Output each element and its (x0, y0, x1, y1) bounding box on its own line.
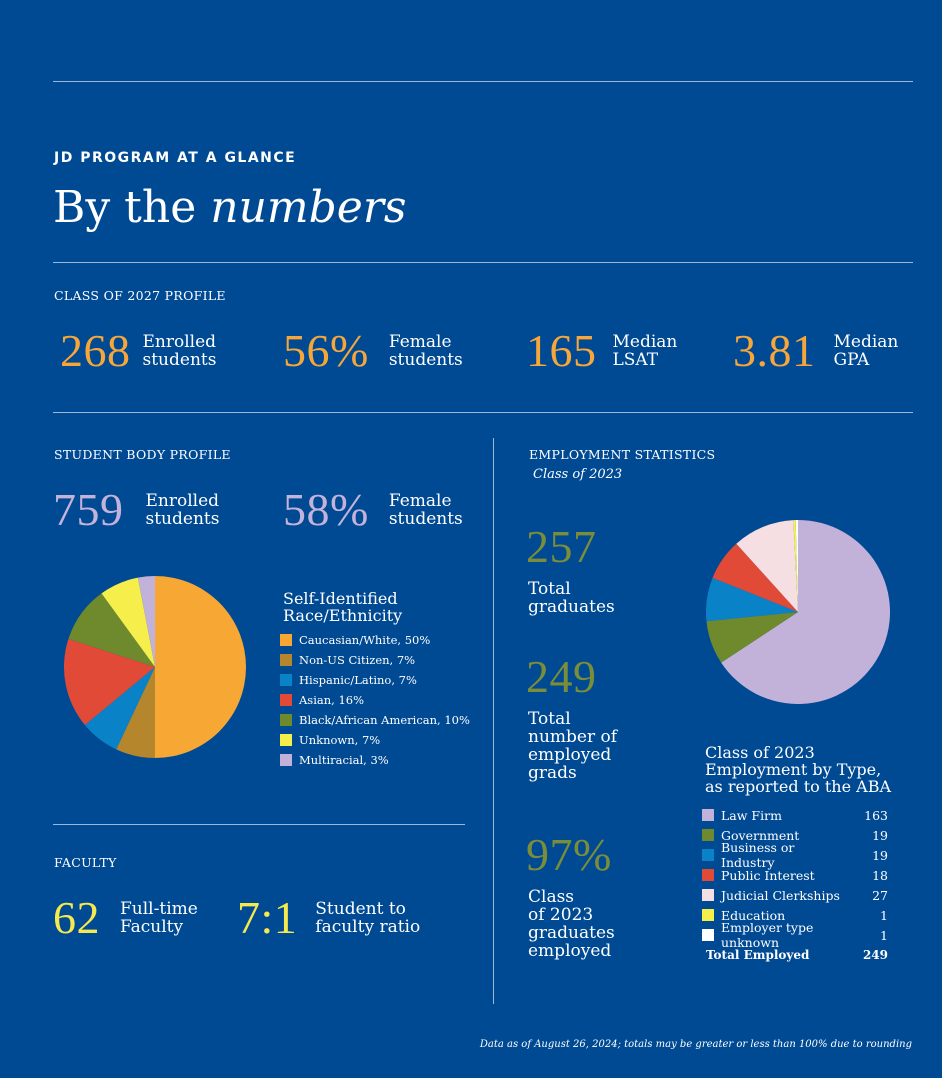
employment-type: Employer type unknown (721, 920, 814, 950)
stat-employed-grads (526, 651, 618, 783)
stat-value: 56% (283, 325, 369, 376)
employment-type: Law Firm (721, 807, 782, 823)
legend-swatch (702, 809, 714, 821)
table-row (702, 865, 888, 885)
faculty-heading: FACULTY (54, 855, 117, 870)
legend-label: Unknown, 7% (299, 733, 381, 747)
legend-item (280, 710, 470, 730)
legend-swatch (280, 734, 292, 746)
column-divider (493, 438, 494, 1004)
stat-total-graduates (526, 521, 615, 617)
legend-item (280, 630, 470, 650)
stat-lsat (526, 325, 678, 376)
employment-type: Judicial Clerkships (721, 887, 840, 903)
stat-label: Total graduates (528, 579, 615, 617)
race-legend (280, 630, 470, 770)
employment-count: 19 (872, 847, 888, 863)
total-value: 249 (862, 948, 888, 962)
legend-item (280, 730, 470, 750)
stat-value: 58% (283, 484, 369, 535)
legend-swatch (702, 829, 714, 841)
stat-female-2027 (283, 325, 463, 376)
stat-ratio (237, 892, 421, 943)
eyebrow: JD PROGRAM AT A GLANCE (54, 150, 297, 166)
legend-label: Multiracial, 3% (299, 753, 389, 767)
legend-swatch (280, 654, 292, 666)
stat-gpa (733, 325, 899, 376)
employment-type: Education (721, 907, 786, 923)
stat-label: Median LSAT (612, 332, 678, 370)
race-legend-title: Self-Identified Race/Ethnicity (283, 589, 403, 625)
stat-value: 165 (526, 325, 597, 376)
student-body-heading: STUDENT BODY PROFILE (54, 447, 231, 462)
legend-swatch (280, 714, 292, 726)
employment-subheading: Class of 2023 (533, 467, 623, 482)
pie-slice-0 (155, 576, 246, 758)
title-rule (53, 262, 913, 263)
stat-value: 249 (526, 651, 597, 702)
employment-type: Business or Industry (721, 840, 795, 870)
stat-employed-percent (526, 829, 615, 961)
employment-total-row (702, 945, 888, 965)
stat-label: Student to faculty ratio (315, 899, 421, 937)
legend-label: Non-US Citizen, 7% (299, 653, 416, 667)
stat-value: 759 (53, 484, 124, 535)
legend-item (280, 750, 470, 770)
top-rule (53, 81, 913, 82)
employment-count: 1 (880, 927, 888, 943)
stat-value: 7:1 (237, 892, 298, 943)
stat-label: Class of 2023 graduates employed (528, 887, 615, 961)
legend-label: Hispanic/Latino, 7% (299, 673, 417, 687)
legend-item (280, 690, 470, 710)
employment-count: 19 (872, 827, 888, 843)
table-row (702, 840, 888, 870)
stat-value: 62 (53, 892, 100, 943)
stat-label: Female students (388, 491, 463, 529)
stat-label: Total number of employed grads (528, 709, 618, 783)
table-row (702, 885, 888, 905)
profile-rule (53, 412, 913, 413)
legend-swatch (280, 634, 292, 646)
legend-swatch (702, 929, 714, 941)
stat-label: Female students (388, 332, 463, 370)
legend-swatch (280, 694, 292, 706)
employment-type: Public Interest (721, 867, 815, 883)
employment-table-title: Class of 2023 Employment by Type, as reported to the ABA (705, 743, 892, 796)
title-plain: By the (53, 182, 211, 233)
stat-label: Enrolled students (145, 491, 220, 529)
legend-swatch (702, 849, 714, 861)
stat-value: 257 (526, 521, 597, 572)
race-ethnicity-pie-chart (64, 576, 246, 758)
table-row (702, 920, 888, 950)
employment-count: 27 (872, 887, 888, 903)
employment-heading: EMPLOYMENT STATISTICS (529, 447, 716, 462)
stat-enrolled-2027 (60, 325, 217, 376)
legend-label: Caucasian/White, 50% (299, 633, 431, 647)
stat-label: Enrolled students (142, 332, 217, 370)
employment-table (702, 805, 888, 965)
total-label: Total Employed (706, 948, 810, 962)
legend-item (280, 650, 470, 670)
legend-swatch (702, 889, 714, 901)
legend-swatch (280, 674, 292, 686)
legend-swatch (280, 754, 292, 766)
legend-label: Black/African American, 10% (299, 713, 470, 727)
stat-label: Median GPA (833, 332, 899, 370)
employment-table-rows (702, 805, 888, 950)
employment-count: 18 (872, 867, 888, 883)
faculty-rule (53, 824, 465, 825)
stat-enrolled-total (53, 484, 220, 535)
employment-type: Government (721, 827, 800, 843)
employment-pie-chart (706, 520, 890, 704)
legend-item (280, 670, 470, 690)
legend-swatch (702, 909, 714, 921)
legend-swatch (702, 869, 714, 881)
footnote: Data as of August 26, 2024; totals may be greater or less than 100% due to rounding (479, 1039, 912, 1050)
class-profile-heading: CLASS OF 2027 PROFILE (54, 288, 226, 303)
employment-count: 163 (864, 807, 888, 823)
stat-faculty (53, 892, 198, 943)
page-title (53, 182, 407, 233)
table-row (702, 805, 888, 825)
employment-count: 1 (880, 907, 888, 923)
stat-label: Full-time Faculty (120, 899, 198, 937)
title-italic: numbers (210, 182, 407, 233)
stat-value: 3.81 (733, 325, 816, 376)
stat-value: 97% (526, 829, 612, 880)
stat-female-total (283, 484, 463, 535)
legend-label: Asian, 16% (299, 693, 365, 707)
stat-value: 268 (60, 325, 131, 376)
